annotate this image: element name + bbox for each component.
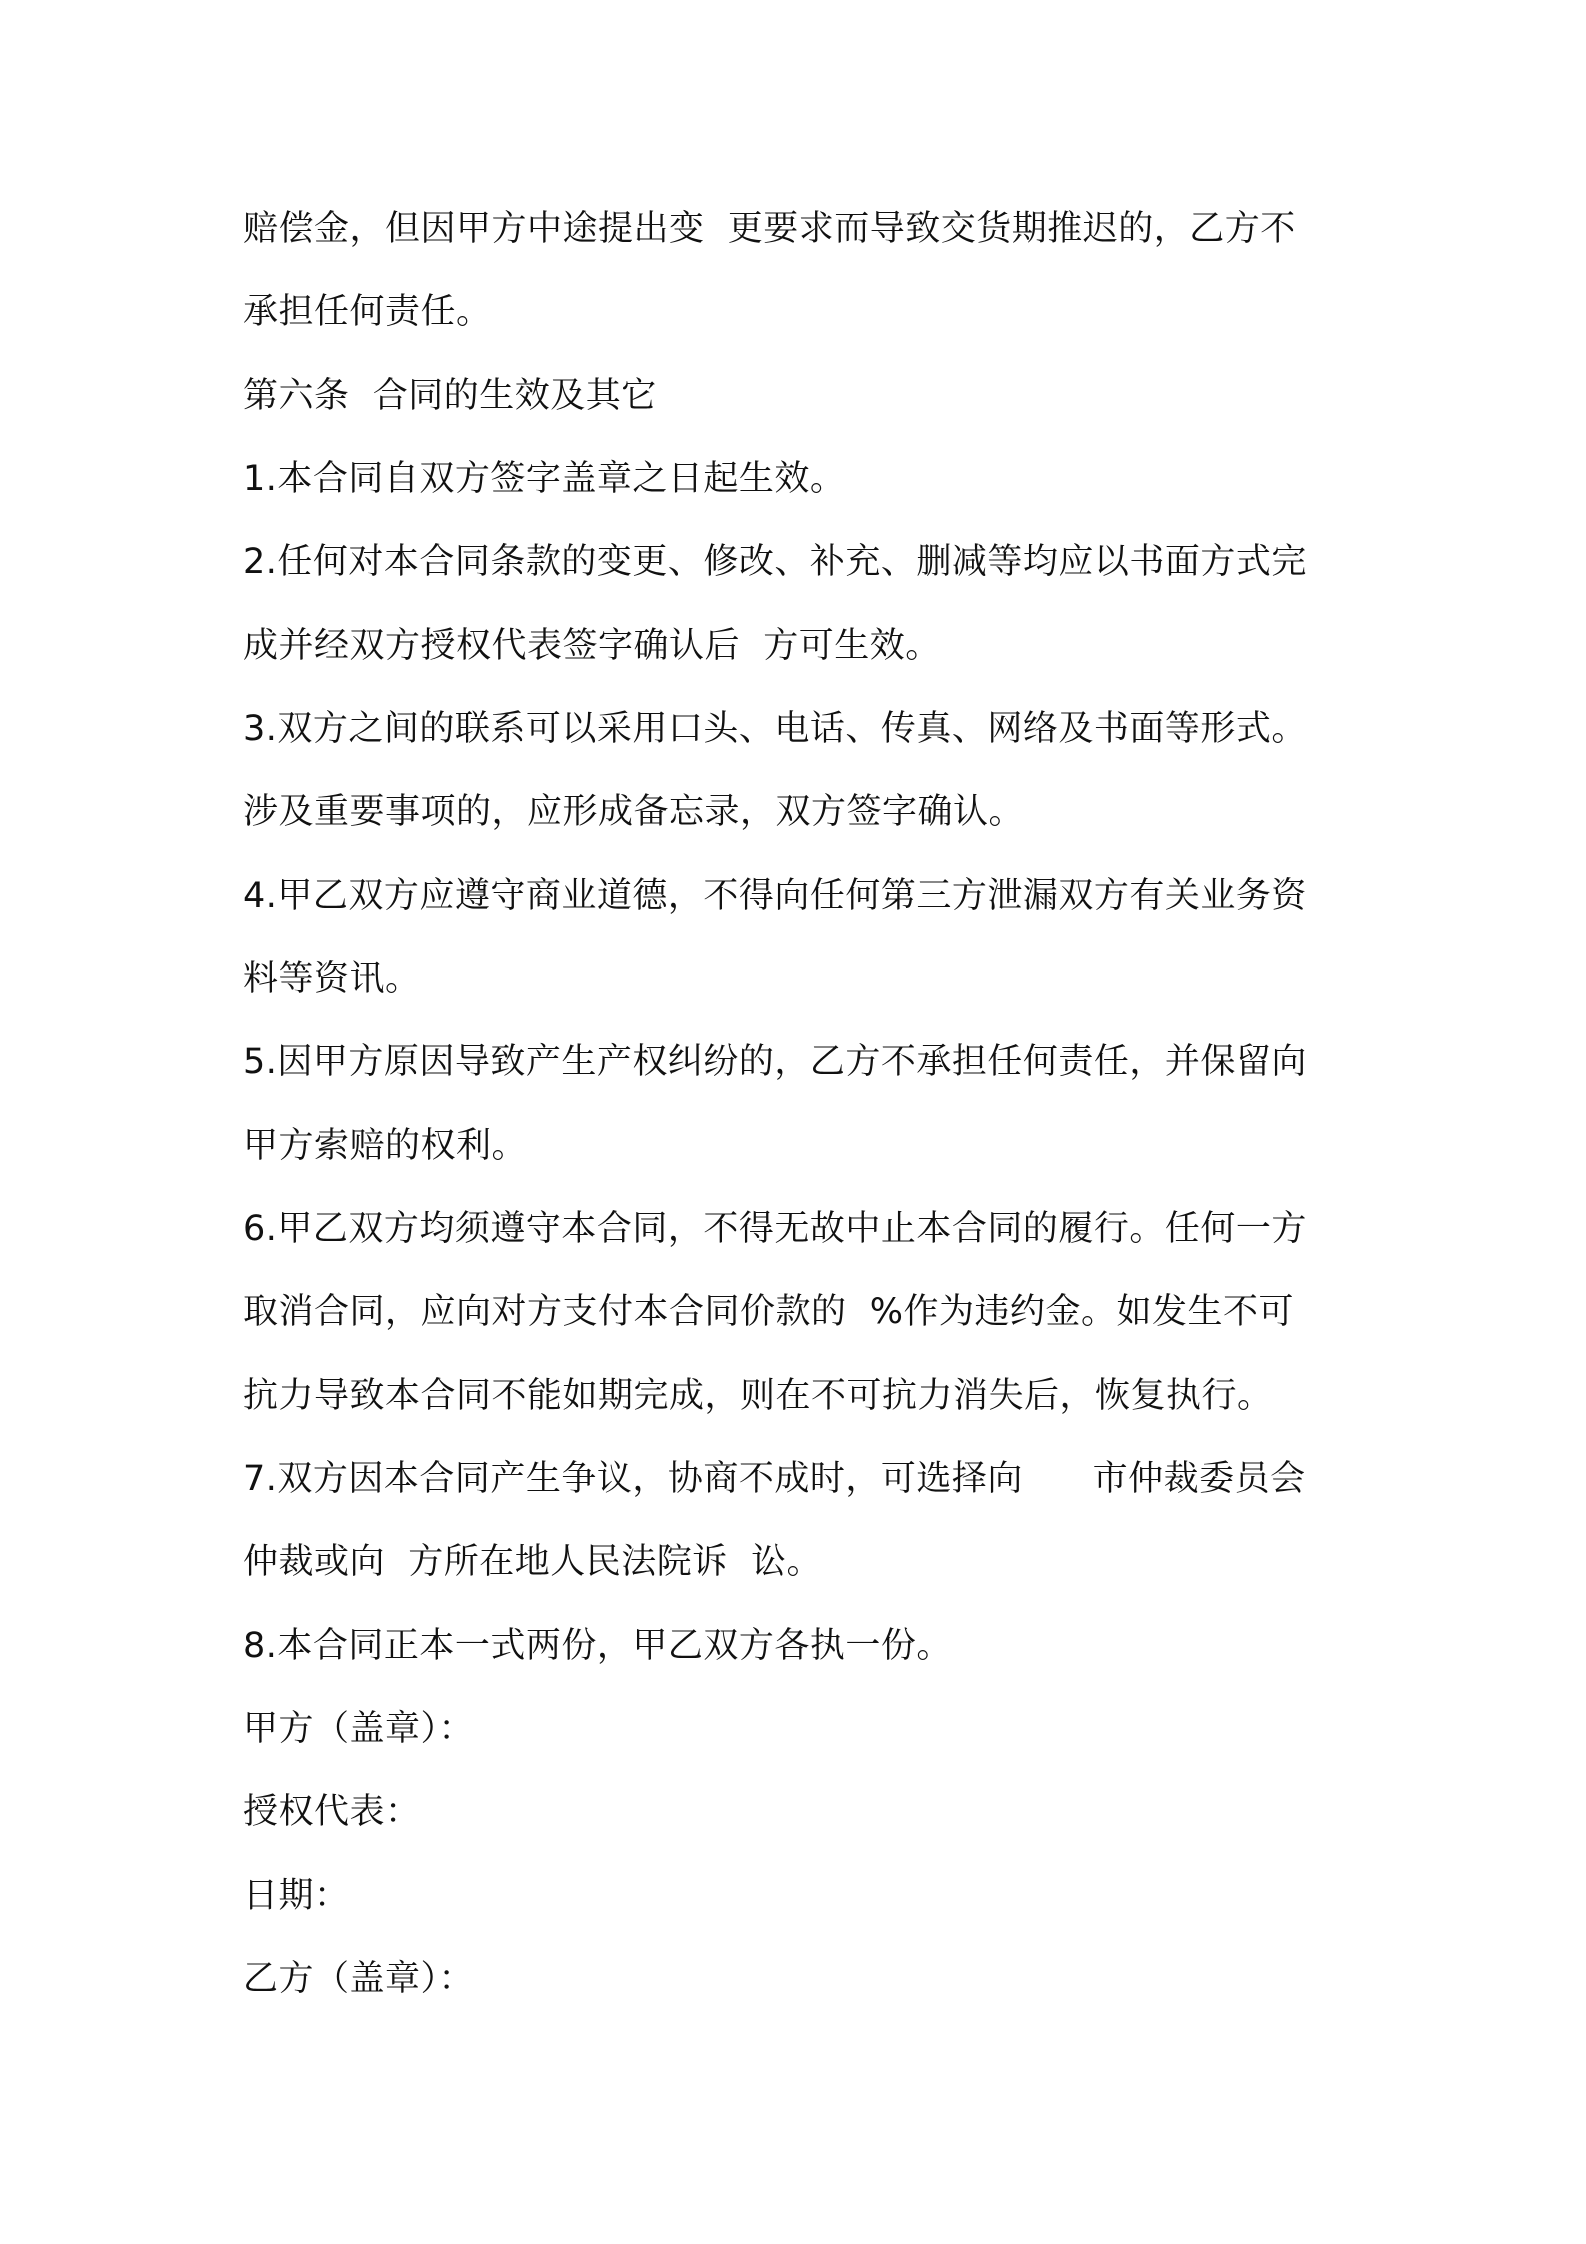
clause-item: 8.本合同正本一式两份，甲乙双方各执一份。 — [243, 1626, 952, 1666]
signature-label-party-b: 乙方（盖章）： — [243, 1959, 475, 1999]
signature-label-representative: 授权代表： — [243, 1792, 421, 1832]
text-line: 料等资讯。 — [243, 959, 421, 999]
text-line: 赔偿金，但因甲方中途提出变 更要求而导致交货期推迟的，乙方不 — [243, 209, 1296, 249]
section-heading: 第六条 合同的生效及其它 — [243, 376, 657, 416]
signature-label-party-a: 甲方（盖章）： — [243, 1709, 475, 1749]
text-line: 仲裁或向 方所在地人民法院诉 讼。 — [243, 1542, 823, 1582]
text-line: 成并经双方授权代表签字确认后 方可生效。 — [243, 626, 941, 666]
clause-item: 2.任何对本合同条款的变更、修改、补充、删减等均应以书面方式完 — [243, 542, 1307, 582]
text-line: 甲方索赔的权利。 — [243, 1126, 528, 1166]
signature-label-date: 日期： — [243, 1876, 350, 1916]
clause-item: 3.双方之间的联系可以采用口头、电话、传真、网络及书面等形式。 — [243, 709, 1307, 749]
text-line: 抗力导致本合同不能如期完成，则在不可抗力消失后，恢复执行。 — [243, 1376, 1273, 1416]
text-line: 取消合同，应向对方支付本合同价款的 %作为违约金。如发生不可 — [243, 1292, 1295, 1332]
text-line: 承担任何责任。 — [243, 292, 492, 332]
text-line: 涉及重要事项的，应形成备忘录，双方签字确认。 — [243, 792, 1025, 832]
clause-item: 7.双方因本合同产生争议，协商不成时，可选择向 市仲裁委员会 — [243, 1459, 1306, 1499]
clause-item: 4.甲乙双方应遵守商业道德，不得向任何第三方泄漏双方有关业务资 — [243, 876, 1307, 916]
clause-item: 5.因甲方原因导致产生产权纠纷的，乙方不承担任何责任，并保留向 — [243, 1042, 1307, 1082]
clause-item: 6.甲乙双方均须遵守本合同，不得无故中止本合同的履行。任何一方 — [243, 1209, 1307, 1249]
clause-item: 1.本合同自双方签字盖章之日起生效。 — [243, 459, 846, 499]
